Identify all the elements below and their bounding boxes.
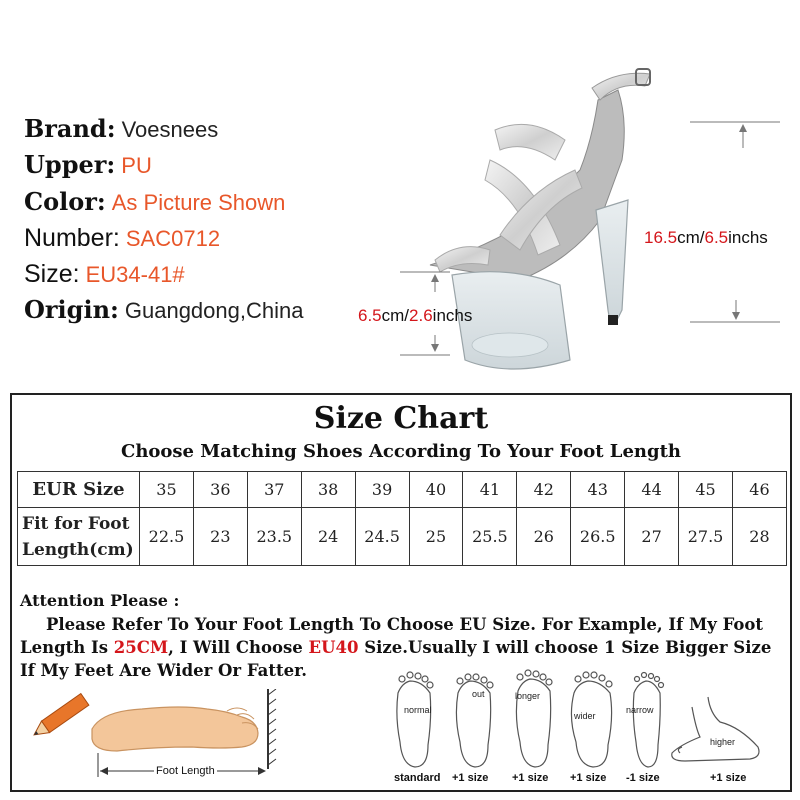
- foot-length-cell: 24: [301, 508, 355, 566]
- foot-type-caption-longer: +1 size: [512, 772, 549, 784]
- foot-types-icon: [380, 667, 780, 789]
- foot-type-caption-out: +1 size: [452, 772, 489, 784]
- foot-type-caption-narrow: -1 size: [626, 772, 660, 784]
- foot-type-caption-wider: +1 size: [570, 772, 607, 784]
- eur-size-cell: 37: [247, 472, 301, 508]
- eur-size-cell: 46: [732, 472, 786, 508]
- eur-size-cell: 45: [679, 472, 733, 508]
- attention-text-part: Please Refer To Your Foot Length To Choose EU Size. For Example, If My Foot Length Is: [20, 615, 764, 657]
- platform-inch-unit: inchs: [432, 306, 473, 325]
- foot-length-cell: 23.5: [247, 508, 301, 566]
- foot-length-header: [18, 508, 140, 566]
- attention-highlight-length: 25CM: [113, 638, 169, 657]
- product-image: [360, 60, 800, 390]
- spec-size: [24, 260, 185, 289]
- eur-size-cell: 41: [463, 472, 517, 508]
- foot-length-cell: 28: [732, 508, 786, 566]
- sandal-illustration: [360, 60, 800, 390]
- spec-value: Guangdong,China: [124, 298, 304, 323]
- spec-upper: [24, 150, 152, 179]
- size-chart-box: [10, 393, 792, 792]
- foot-type-guide: [380, 667, 780, 789]
- foot-type-label-higher: higher: [710, 737, 736, 747]
- table-row-foot-length: [18, 508, 787, 566]
- spec-key: Size:: [24, 260, 80, 288]
- eur-size-cell: 38: [301, 472, 355, 508]
- foot-length-label: Foot Length: [156, 765, 215, 777]
- spec-key: Upper:: [24, 150, 116, 179]
- heel-inch-unit: inchs: [728, 228, 768, 247]
- table-row-eur: [18, 472, 787, 508]
- foot-length-cell: 24.5: [355, 508, 409, 566]
- spec-value: PU: [121, 153, 152, 178]
- foot-length-cell: 25.5: [463, 508, 517, 566]
- spec-value: As Picture Shown: [111, 190, 286, 215]
- foot-type-caption-standard: standard: [394, 772, 441, 784]
- spec-key: Color:: [24, 187, 106, 216]
- size-chart-title: Size Chart: [313, 401, 489, 436]
- attention-text-part: Size.Usually I will choose 1 Size Bigger Size If My Feet Are Wider Or Fatter.: [20, 638, 772, 680]
- spec-number: [24, 224, 220, 253]
- size-table: [17, 471, 787, 566]
- heel-height-label: [644, 228, 768, 248]
- spec-key: Number:: [24, 224, 120, 252]
- eur-size-header: EUR Size: [18, 472, 140, 508]
- heel-cm-unit: cm/: [677, 228, 705, 247]
- eur-size-cell: 44: [625, 472, 679, 508]
- foot-type-label-normal: normal: [404, 705, 432, 715]
- spec-value: EU34-41#: [85, 262, 185, 287]
- spec-origin: [24, 295, 303, 324]
- foot-length-cell: 27.5: [679, 508, 733, 566]
- foot-type-caption-higher: +1 size: [710, 772, 747, 784]
- heel-inch-value: 6.5: [704, 228, 729, 247]
- foot-length-cell: 26.5: [571, 508, 625, 566]
- foot-length-cell: 26: [517, 508, 571, 566]
- spec-color: [24, 187, 285, 216]
- attention-heading: Attention Please :: [20, 591, 180, 610]
- foot-type-label-out: out: [472, 689, 485, 699]
- platform-cm-unit: cm/: [381, 306, 410, 325]
- foot-type-label-wider: wider: [574, 711, 596, 721]
- size-chart-subtitle: Choose Matching Shoes According To Your Foot Length: [121, 441, 681, 462]
- foot-length-cell: 25: [409, 508, 463, 566]
- spec-brand: [24, 114, 218, 143]
- foot-length-cell: 27: [625, 508, 679, 566]
- spec-value: SAC0712: [125, 226, 221, 251]
- eur-size-cell: 39: [355, 472, 409, 508]
- eur-size-cell: 42: [517, 472, 571, 508]
- spec-key: Brand:: [24, 114, 116, 143]
- foot-length-cell: 22.5: [140, 508, 194, 566]
- platform-inch-value: 2.6: [409, 306, 433, 325]
- spec-value: Voesnees: [121, 117, 219, 142]
- foot-length-header-line2: Length(cm): [22, 539, 134, 560]
- spec-key: Origin:: [24, 295, 119, 324]
- foot-length-illustration: [32, 689, 292, 789]
- platform-cm-value: 6.5: [358, 306, 382, 325]
- platform-height-label: [358, 306, 472, 326]
- attention-text-part: , I Will Choose: [168, 638, 309, 657]
- eur-size-cell: 43: [571, 472, 625, 508]
- eur-size-cell: 36: [193, 472, 247, 508]
- foot-type-label-narrow: narrow: [626, 705, 654, 715]
- attention-highlight-size: EU40: [308, 638, 359, 657]
- heel-cm-value: 16.5: [644, 228, 678, 247]
- eur-size-cell: 35: [140, 472, 194, 508]
- eur-size-cell: 40: [409, 472, 463, 508]
- foot-type-label-longer: longer: [515, 691, 541, 701]
- foot-length-cell: 23: [193, 508, 247, 566]
- foot-length-header-line1: Fit for Foot: [22, 513, 130, 534]
